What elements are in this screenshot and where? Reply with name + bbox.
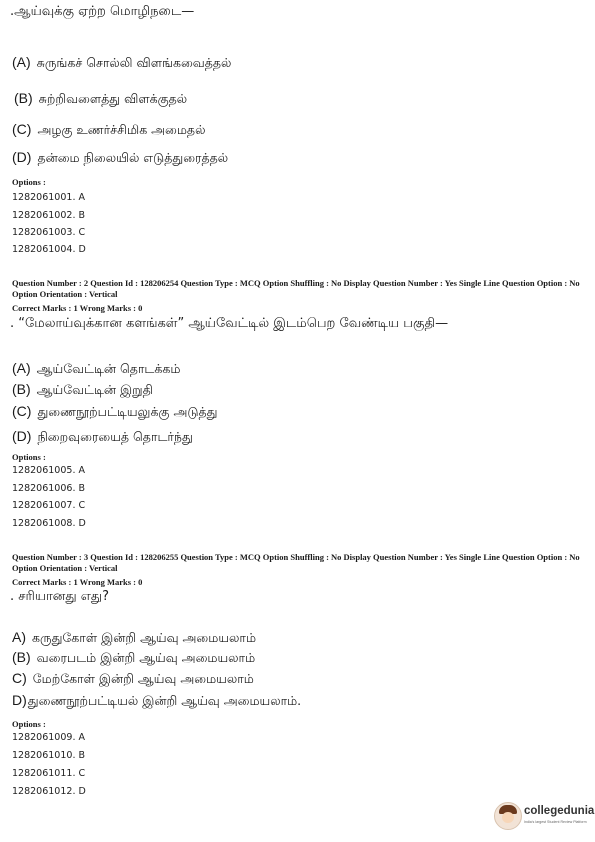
q3-option-b (12, 649, 255, 667)
q1-option-a (12, 54, 231, 72)
q3-options-label: Options : (12, 719, 46, 729)
q2-options-label: Options : (12, 452, 46, 462)
q2-option-b (12, 381, 153, 399)
q1-option-id: 1282061004. D (12, 244, 86, 255)
option-letter: (A) (12, 360, 31, 376)
option-letter: D) (12, 692, 27, 708)
q2-option-id: 1282061006. B (12, 483, 85, 494)
option-letter: (D) (12, 428, 32, 444)
option-text: மேற்கோள் இன்றி ஆய்வு அமையலாம் (32, 671, 254, 686)
q3-option-d (12, 692, 301, 710)
option-text: வரைபடம் இன்றி ஆய்வு அமையலாம் (36, 650, 256, 665)
question-3-text: . சரியானது எது? (10, 589, 110, 604)
q3-meta: Question Number : 3 Question Id : 128206255 Question Type : MCQ Option Shuffling : No Display Question Number : Yes Single Line Question Option : No Option Orientation : Vertical (12, 552, 580, 573)
option-text: துணைநூற்பட்டியல் இன்றி ஆய்வு அமையலாம். (27, 693, 302, 708)
logo-name: collegedunia (524, 805, 595, 817)
option-text: ஆய்வேட்டின் தொடக்கம் (36, 361, 181, 376)
q2-option-c (12, 403, 217, 421)
option-text: துணைநூற்பட்டியலுக்கு அடுத்து (37, 404, 218, 419)
option-text: அழகு உணர்ச்சிமிக அமைதல் (37, 122, 206, 137)
question-2-text: . “மேலாய்வுக்கான களங்கள்” ஆய்வேட்டில் இடம்பெற வேண்டிய பகுதி— (10, 316, 449, 331)
option-letter: (C) (12, 121, 32, 137)
q1-option-d (12, 149, 228, 167)
q3-option-c (12, 670, 254, 688)
q2-option-id: 1282061005. A (12, 465, 85, 476)
option-text: தன்மை நிலையில் எடுத்துரைத்தல் (37, 150, 229, 165)
mascot-icon (494, 802, 522, 830)
q2-option-d (12, 428, 193, 446)
question-1-text: .ஆய்வுக்கு ஏற்ற மொழிநடை— (10, 4, 195, 19)
q1-option-id: 1282061003. C (12, 227, 86, 238)
option-text: நிறைவுரையைத் தொடர்ந்து (37, 429, 193, 444)
option-text: ஆய்வேட்டின் இறுதி (36, 382, 153, 397)
q2-option-id: 1282061008. D (12, 518, 86, 529)
option-text: கருதுகோள் இன்றி ஆய்வு அமையலாம் (32, 630, 257, 645)
q3-option-id: 1282061010. B (12, 750, 85, 761)
option-letter: (C) (12, 403, 32, 419)
option-letter: (B) (12, 381, 31, 397)
collegedunia-logo (494, 802, 595, 834)
option-letter: A) (12, 629, 26, 645)
option-letter: (D) (12, 149, 32, 165)
option-letter: (A) (12, 54, 31, 70)
q1-option-id: 1282061001. A (12, 192, 85, 203)
option-text: சுற்றிவளைத்து விளக்குதல் (38, 91, 188, 106)
q3-option-id: 1282061011. C (12, 768, 86, 779)
option-letter: C) (12, 670, 27, 686)
q3-option-id: 1282061009. A (12, 732, 85, 743)
q1-option-c (12, 121, 205, 139)
option-letter: (B) (14, 90, 33, 106)
q1-options-label: Options : (12, 177, 46, 187)
q2-meta: Question Number : 2 Question Id : 128206254 Question Type : MCQ Option Shuffling : No Display Question Number : Yes Single Line Question Option : No Option Orientation : Vertical (12, 278, 580, 299)
q3-option-a (12, 629, 256, 647)
q2-option-id: 1282061007. C (12, 500, 86, 511)
q3-option-id: 1282061012. D (12, 786, 86, 797)
q1-option-b (14, 90, 187, 108)
option-letter: (B) (12, 649, 31, 665)
logo-tagline: India's largest Student Review Platform (524, 820, 587, 824)
q2-option-a (12, 360, 180, 378)
option-text: சுருங்கச் சொல்லி விளங்கவைத்தல் (36, 55, 232, 70)
q1-option-id: 1282061002. B (12, 210, 85, 221)
q2-marks: Correct Marks : 1 Wrong Marks : 0 (12, 303, 143, 313)
q3-marks: Correct Marks : 1 Wrong Marks : 0 (12, 577, 143, 587)
mascot-face (502, 812, 514, 823)
